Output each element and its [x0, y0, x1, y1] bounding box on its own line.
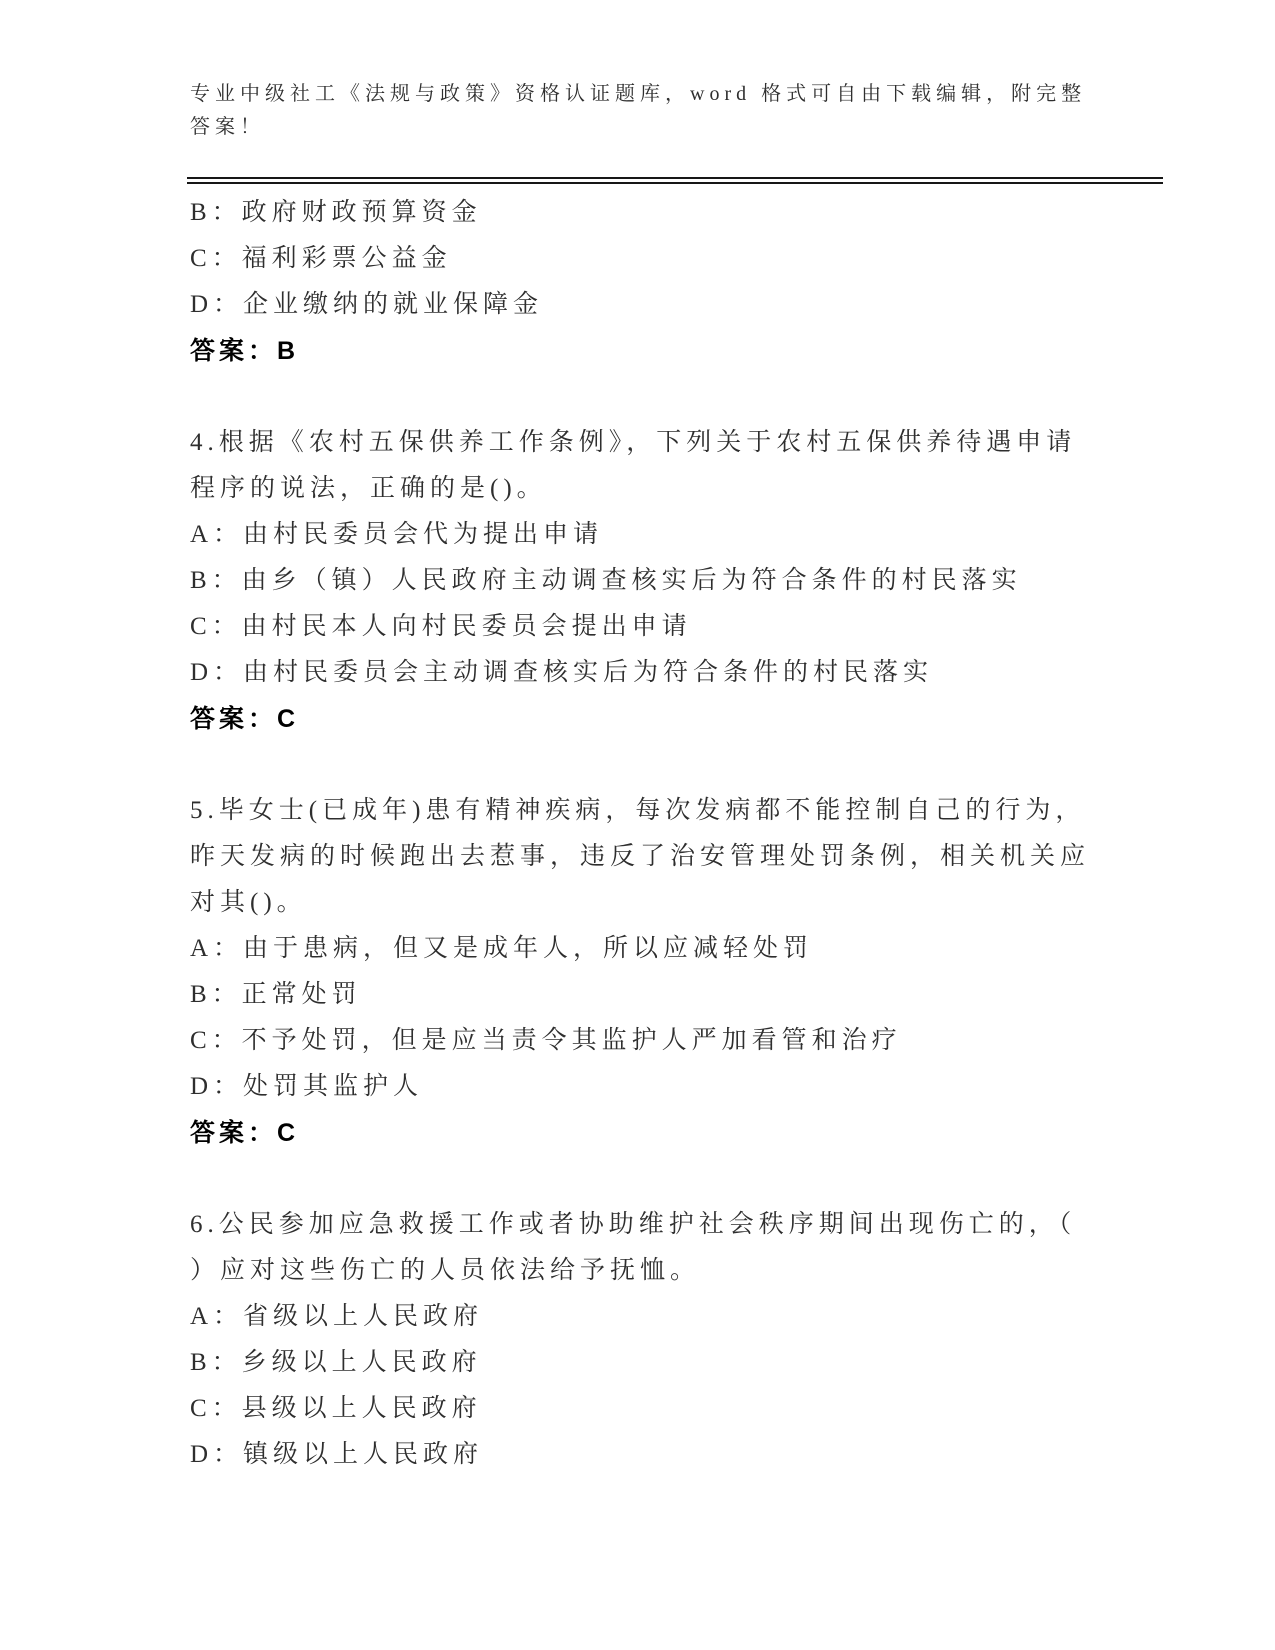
question-block — [190, 788, 1110, 1156]
header-line-2: 答案！ — [190, 116, 265, 138]
header-divider-rule — [187, 177, 1163, 184]
question-stem-line: 对其()。 — [190, 889, 307, 916]
question-stem-line: 昨天发病的时候跑出去惹事，违反了治安管理处罚条例，相关机关应 — [190, 843, 1091, 870]
question-stem-line: 4.根据《农村五保供养工作条例》，下列关于农村五保供养待遇申请 — [190, 429, 1077, 456]
question-stem-line: 程序的说法，正确的是()。 — [190, 475, 547, 502]
option-line: D：镇级以上人民政府 — [190, 1441, 484, 1468]
option-line: D：由村民委员会主动调查核实后为符合条件的村民落实 — [190, 659, 934, 686]
option-line: D：企业缴纳的就业保障金 — [190, 291, 544, 318]
answer-line: 答案：C — [190, 1119, 300, 1147]
option-line: A：省级以上人民政府 — [190, 1303, 484, 1330]
document-body — [190, 190, 1110, 1524]
option-line: B：由乡（镇）人民政府主动调查核实后为符合条件的村民落实 — [190, 567, 1022, 594]
option-line: B：政府财政预算资金 — [190, 199, 482, 226]
header-line-1: 专业中级社工《法规与政策》资格认证题库，word 格式可自由下载编辑，附完整 — [190, 83, 1087, 105]
option-line: C：由村民本人向村民委员会提出申请 — [190, 613, 692, 640]
question-block — [190, 420, 1110, 742]
option-line: A：由于患病，但又是成年人，所以应减轻处罚 — [190, 935, 814, 962]
page-header — [190, 78, 1090, 144]
option-line: C：福利彩票公益金 — [190, 245, 452, 272]
option-line: C：不予处罚，但是应当责令其监护人严加看管和治疗 — [190, 1027, 902, 1054]
answer-line: 答案：C — [190, 705, 300, 733]
question-block — [190, 1202, 1110, 1478]
option-line: D：处罚其监护人 — [190, 1073, 424, 1100]
question-block — [190, 190, 1110, 374]
option-line: A：由村民委员会代为提出申请 — [190, 521, 604, 548]
question-stem-line: ）应对这些伤亡的人员依法给予抚恤。 — [190, 1257, 701, 1284]
answer-line: 答案：B — [190, 337, 300, 365]
question-stem-line: 5.毕女士(已成年)患有精神疾病，每次发病都不能控制自己的行为， — [190, 797, 1086, 824]
option-line: B：正常处罚 — [190, 981, 362, 1008]
option-line: C：县级以上人民政府 — [190, 1395, 482, 1422]
option-line: B：乡级以上人民政府 — [190, 1349, 482, 1376]
question-stem-line: 6.公民参加应急救援工作或者协助维护社会秩序期间出现伤亡的，（ — [190, 1211, 1077, 1238]
